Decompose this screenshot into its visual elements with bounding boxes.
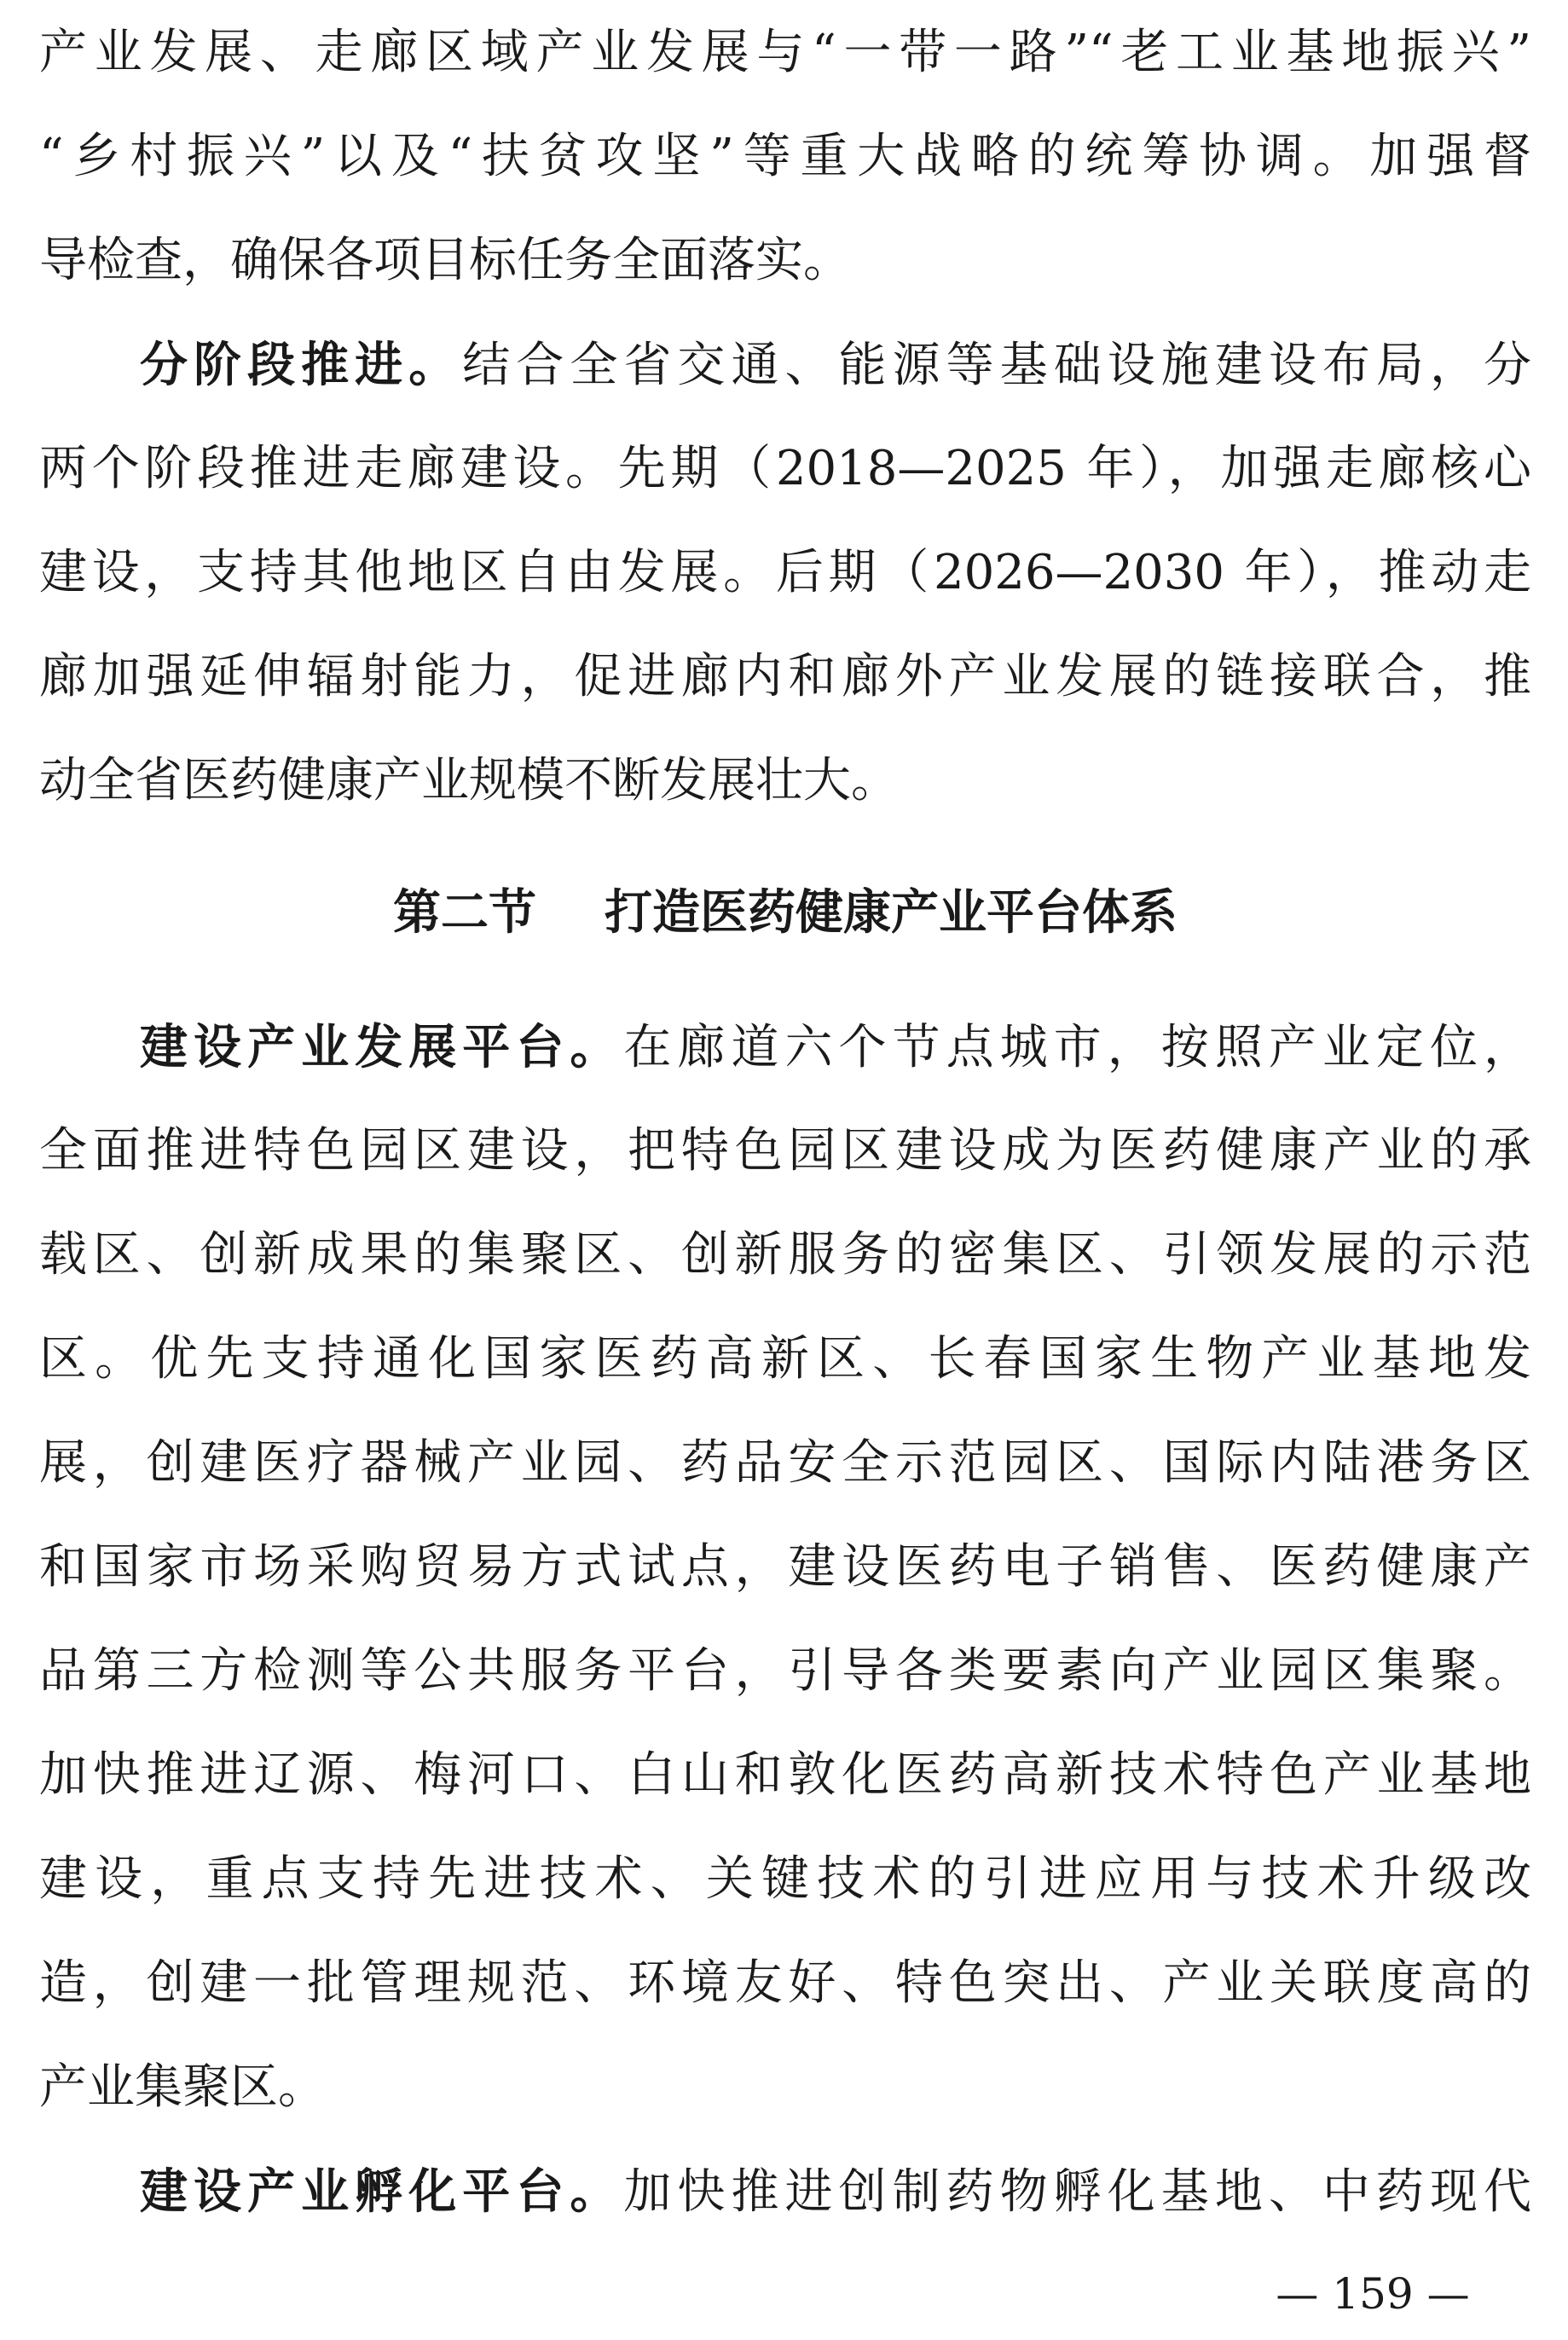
body-text-line: 廊加强延伸辐射能力，促进廊内和廊外产业发展的链接联合，推: [39, 649, 1531, 704]
body-text-line: 展，创建医疗器械产业园、药品安全示范园区、国际内陆港务区: [39, 1435, 1531, 1491]
body-text-line: 造，创建一批管理规范、环境友好、特色突出、产业关联度高的: [39, 1955, 1531, 2011]
document-page: [39, 0, 1531, 2340]
body-text-line: 品第三方检测等公共服务平台，引导各类要素向产业园区集聚。: [39, 1643, 1531, 1699]
section-title: 打造医药健康产业平台体系: [605, 884, 1177, 941]
body-text-line: 导检查，确保各项目标任务全面落实。: [39, 233, 851, 288]
paragraph-lead-heading: 分阶段推进。: [140, 337, 463, 393]
body-text-line: 产业集聚区。: [39, 2059, 326, 2115]
paragraph-first-line: [140, 2140, 1531, 2243]
section-number: 第二节: [393, 884, 536, 941]
body-text-line: 建设，重点支持先进技术、关键技术的引进应用与技术升级改: [39, 1851, 1531, 1907]
paragraph-lead-heading: 建设产业发展平台。: [140, 1019, 624, 1075]
body-text-span: 结合全省交通、能源等基础设施建设布局，分: [462, 338, 1532, 393]
body-text-line: 建设，支持其他地区自由发展。后期（2026—2030 年），推动走: [39, 545, 1531, 600]
body-text-line: 产业发展、走廊区域产业发展与“一带一路”“老工业基地振兴”: [39, 25, 1531, 80]
page-number: — 159 —: [1276, 2269, 1470, 2319]
paragraph-first-line: [140, 996, 1531, 1098]
body-text-line: 区。优先支持通化国家医药高新区、长春国家生物产业基地发: [39, 1331, 1531, 1387]
section-heading: [39, 861, 1531, 964]
body-text-line: 加快推进辽源、梅河口、白山和敦化医药高新技术特色产业基地: [39, 1747, 1531, 1803]
body-text-span: 加快推进创制药物孵化基地、中药现代: [623, 2164, 1532, 2220]
body-text-line: 载区、创新成果的集聚区、创新服务的密集区、引领发展的示范: [39, 1227, 1531, 1283]
body-text-line: “乡村振兴”以及“扶贫攻坚”等重大战略的统筹协调。加强督: [39, 129, 1531, 184]
body-text-line: 两个阶段推进走廊建设。先期（2018—2025 年），加强走廊核心: [39, 441, 1531, 496]
body-text-line: 和国家市场采购贸易方式试点，建设医药电子销售、医药健康产: [39, 1539, 1531, 1595]
paragraph-first-line: [140, 314, 1531, 416]
body-text-line: 全面推进特色园区建设，把特色园区建设成为医药健康产业的承: [39, 1123, 1531, 1179]
body-text-line: 动全省医药健康产业规模不断发展壮大。: [39, 753, 899, 808]
paragraph-lead-heading: 建设产业孵化平台。: [140, 2163, 624, 2220]
body-text-span: 在廊道六个节点城市，按照产业定位，: [623, 1020, 1532, 1075]
